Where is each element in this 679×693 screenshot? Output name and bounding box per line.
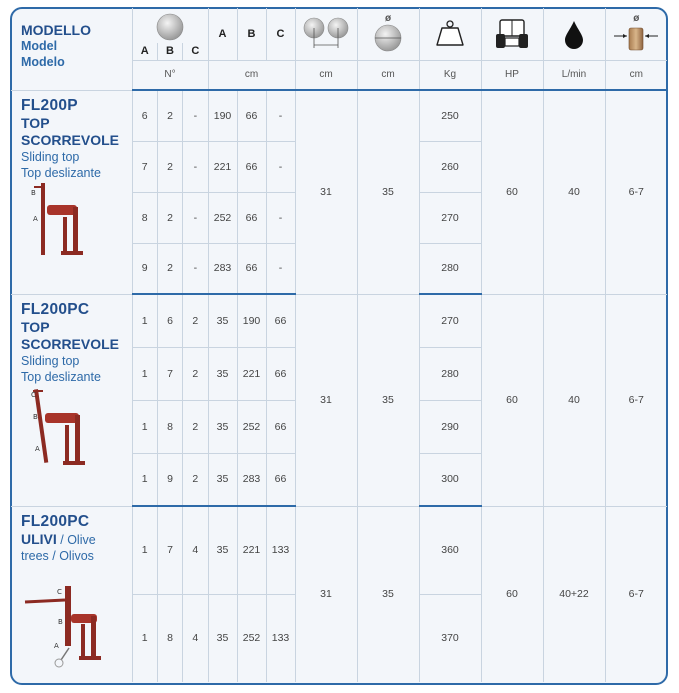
weight-value: 290 (419, 400, 481, 453)
len-a: 35 (208, 506, 237, 594)
weight-icon (420, 14, 480, 54)
disc-c: - (183, 141, 208, 192)
len-b: 221 (237, 347, 266, 400)
weight-icon-cell (419, 8, 481, 60)
len-c: - (266, 141, 295, 192)
disc-b: 2 (157, 90, 182, 141)
flow-unit: L/min (543, 60, 605, 90)
len-letter-c: C (266, 8, 295, 60)
len-b: 190 (237, 294, 266, 347)
len-b: 66 (237, 243, 266, 294)
len-c: - (266, 90, 295, 141)
len-b: 252 (237, 594, 266, 682)
disc-b: 2 (157, 192, 182, 243)
disc-c: 2 (183, 347, 208, 400)
branch-unit: cm (605, 60, 667, 90)
disc-a: 7 (132, 141, 157, 192)
disc-b: 2 (157, 243, 182, 294)
len-c: - (266, 192, 295, 243)
len-a: 190 (208, 90, 237, 141)
len-c: 133 (266, 506, 295, 594)
model-header-es: Modelo (21, 55, 65, 69)
disc-b: 8 (157, 400, 182, 453)
len-a: 221 (208, 141, 237, 192)
model-type: SCORREVOLE (21, 335, 120, 352)
weight-value: 360 (419, 506, 481, 594)
diameter-symbol: ø (384, 13, 392, 25)
blade-diameter-icon (358, 23, 418, 53)
diagram-label: A (33, 214, 38, 223)
disc-b: 8 (157, 594, 182, 682)
weight-unit: Kg (419, 60, 481, 90)
len-b: 283 (237, 453, 266, 506)
model-translation: Sliding top (21, 149, 80, 164)
table-row (11, 294, 667, 347)
disc-letter-b: B (157, 43, 182, 60)
len-c: - (266, 243, 295, 294)
disc-c: 2 (183, 453, 208, 506)
diameter-unit: cm (357, 60, 419, 90)
disc-a: 1 (132, 506, 157, 594)
diameter-value: 35 (357, 506, 419, 682)
model-code: FL200P (21, 96, 78, 114)
disc-letter-a: A (132, 43, 157, 60)
length-unit: cm (208, 60, 295, 90)
oil-icon-cell (543, 8, 605, 60)
len-a: 35 (208, 294, 237, 347)
disc-a: 1 (132, 347, 157, 400)
branch-value: 6-7 (605, 90, 667, 294)
len-b: 66 (237, 141, 266, 192)
disc-b: 7 (157, 347, 182, 400)
len-c: 66 (266, 347, 295, 400)
table-row (11, 90, 667, 141)
model-cell (11, 90, 132, 294)
disc-c: - (183, 243, 208, 294)
len-c: 66 (266, 294, 295, 347)
len-a: 35 (208, 400, 237, 453)
len-a: 283 (208, 243, 237, 294)
len-letter-a: A (208, 8, 237, 60)
weight-value: 280 (419, 347, 481, 400)
spec-table (11, 8, 667, 682)
spacing-value: 31 (295, 506, 357, 682)
diagram-label: B (33, 412, 38, 421)
len-a: 35 (208, 347, 237, 400)
weight-value: 300 (419, 453, 481, 506)
model-type: ULIVI (21, 530, 57, 547)
model-translation: Top deslizante (21, 165, 101, 180)
double-disc-icon (296, 14, 356, 54)
weight-value: 280 (419, 243, 481, 294)
disc-a: 1 (132, 453, 157, 506)
power-value: 60 (481, 90, 543, 294)
weight-value: 270 (419, 294, 481, 347)
model-translation: trees / Olivos (21, 548, 94, 563)
len-b: 221 (237, 506, 266, 594)
model-translation: Top deslizante (21, 369, 101, 384)
len-a: 252 (208, 192, 237, 243)
disc-c: 2 (183, 400, 208, 453)
disc-c: 4 (183, 594, 208, 682)
weight-value: 250 (419, 90, 481, 141)
branch-diameter-symbol: ø (633, 13, 640, 25)
flow-value: 40 (543, 294, 605, 506)
branch-icon-cell (605, 8, 667, 60)
tractor-icon-cell (481, 8, 543, 60)
len-b: 66 (237, 192, 266, 243)
model-code: FL200PC (21, 512, 90, 530)
weight-value: 260 (419, 141, 481, 192)
disc-c: 2 (183, 294, 208, 347)
disc-count-unit: N° (132, 60, 208, 90)
tractor-icon (482, 14, 542, 54)
model-type: TOP (21, 114, 50, 131)
disc-c: 4 (183, 506, 208, 594)
model-translation: Sliding top (21, 353, 80, 368)
diagram-label: C (31, 390, 36, 399)
spacing-unit: cm (295, 60, 357, 90)
oil-drop-icon (544, 14, 604, 54)
diagram-label: C (57, 587, 62, 596)
branch-diameter-icon (606, 23, 666, 53)
disc-a: 1 (132, 294, 157, 347)
spacing-value: 31 (295, 294, 357, 506)
spacing-value: 31 (295, 90, 357, 294)
spacing-icon-cell (295, 8, 357, 60)
diameter-value: 35 (357, 90, 419, 294)
disc-icon-cell (132, 8, 208, 43)
flow-value: 40+22 (543, 506, 605, 682)
diagram-label: A (35, 444, 40, 453)
power-value: 60 (481, 506, 543, 682)
weight-value: 370 (419, 594, 481, 682)
len-letter-b: B (237, 8, 266, 60)
disc-c: - (183, 192, 208, 243)
model-code: FL200PC (21, 300, 90, 318)
disc-a: 8 (132, 192, 157, 243)
model-cell (11, 506, 132, 682)
model-header-en: Model (21, 39, 58, 53)
model-header-it: MODELLO (21, 22, 91, 38)
len-c: 66 (266, 400, 295, 453)
len-b: 66 (237, 90, 266, 141)
disc-b: 2 (157, 141, 182, 192)
len-a: 35 (208, 594, 237, 682)
disc-b: 6 (157, 294, 182, 347)
disc-b: 7 (157, 506, 182, 594)
disc-a: 9 (132, 243, 157, 294)
len-b: 252 (237, 400, 266, 453)
weight-value: 270 (419, 192, 481, 243)
disc-a: 1 (132, 594, 157, 682)
disc-letter-c: C (183, 43, 208, 60)
diameter-icon-cell (357, 8, 419, 60)
branch-value: 6-7 (605, 294, 667, 506)
model-translation: / Olive (56, 532, 96, 547)
diagram-label: B (58, 617, 63, 626)
machine-diagram (21, 181, 91, 261)
disc-c: - (183, 90, 208, 141)
machine-diagram (21, 564, 121, 674)
power-unit: HP (481, 60, 543, 90)
diagram-label: A (54, 641, 59, 650)
branch-value: 6-7 (628, 588, 644, 601)
flow-value: 40 (543, 90, 605, 294)
disc-a: 6 (132, 90, 157, 141)
model-type: SCORREVOLE (21, 131, 120, 148)
power-value: 60 (481, 294, 543, 506)
len-c: 133 (266, 594, 295, 682)
len-a: 35 (208, 453, 237, 506)
diameter-value: 35 (357, 294, 419, 506)
disc-saw-icon (133, 11, 208, 41)
model-header (11, 8, 132, 90)
machine-diagram (21, 385, 91, 469)
model-cell (11, 294, 132, 506)
disc-b: 9 (157, 453, 182, 506)
diagram-label: B (31, 188, 36, 197)
model-type: TOP (21, 318, 50, 335)
len-c: 66 (266, 453, 295, 506)
disc-a: 1 (132, 400, 157, 453)
table-row (11, 506, 667, 594)
